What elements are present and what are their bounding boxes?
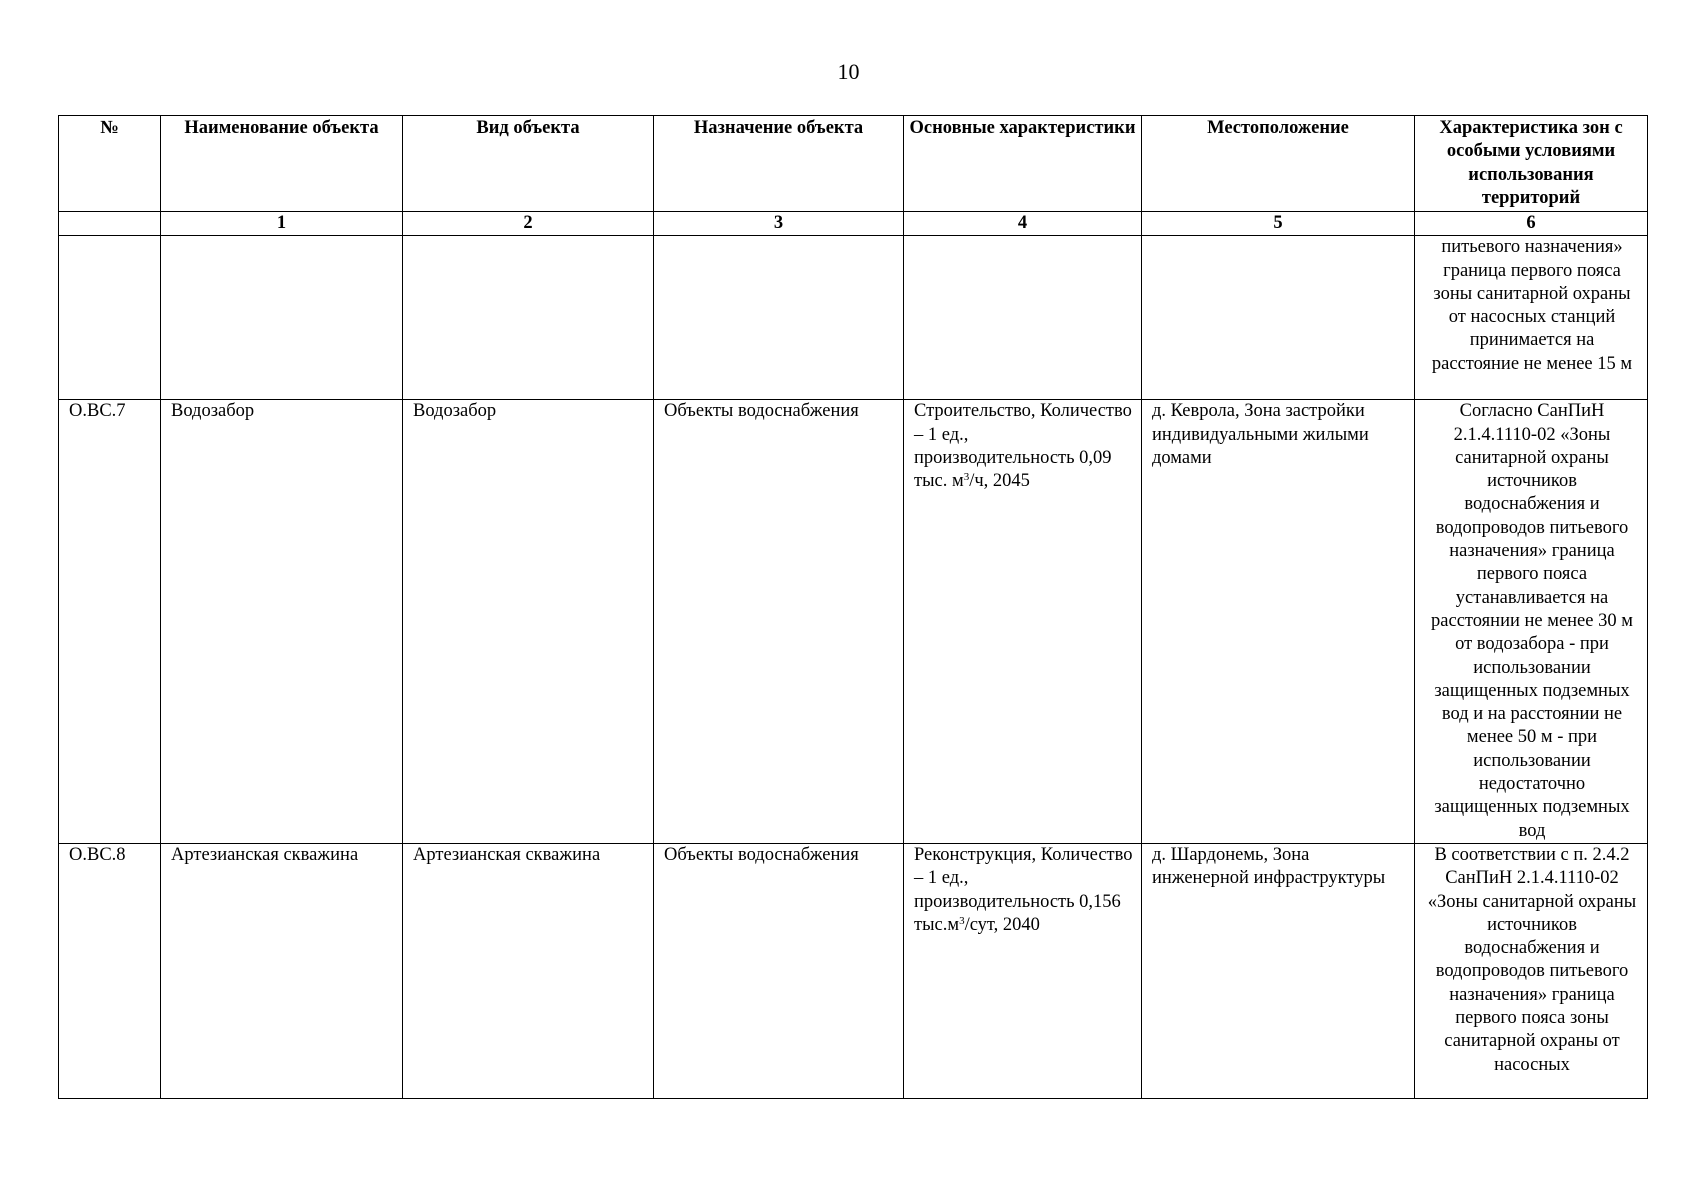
header-object-purpose: Назначение объекта <box>654 116 904 212</box>
column-number-cell: 1 <box>161 212 403 236</box>
header-number: № <box>59 116 161 212</box>
cell-object-kind: Водозабор <box>403 400 654 844</box>
header-object-name: Наименование объекта <box>161 116 403 212</box>
table-row <box>59 400 1648 844</box>
cell-location: д. Шардонемь, Зона инженерной инфраструктуры <box>1142 843 1415 1098</box>
column-number-cell: 2 <box>403 212 654 236</box>
table-row <box>59 843 1648 1098</box>
cell-characteristics <box>904 400 1142 844</box>
characteristics-unit-year: /ч, 2045 <box>969 471 1030 492</box>
column-number-cell: 6 <box>1415 212 1648 236</box>
cell-object-name: Водозабор <box>161 400 403 844</box>
header-location: Местоположение <box>1142 116 1415 212</box>
cell-number: О.ВС.7 <box>59 400 161 844</box>
column-number-cell: 4 <box>904 212 1142 236</box>
table-header-row <box>59 116 1648 212</box>
cell-zone-characteristics: Согласно СанПиН 2.1.4.1110-02 «Зоны санитарной охраны источников водоснабжения и водопроводов питьевого назначения» граница первого пояса устанавливается на расстоянии не менее 30 м от водозабора - при использовании защищенных подземных вод и на расстоянии не менее 50 м - при использовании недостаточно защищенных подземных вод <box>1415 400 1648 844</box>
header-zone-characteristics: Характеристика зон с особыми условиями использования территорий <box>1415 116 1648 212</box>
cell-object-purpose: Объекты водоснабжения <box>654 400 904 844</box>
header-object-kind: Вид объекта <box>403 116 654 212</box>
column-number-cell: 3 <box>654 212 904 236</box>
cell-object-kind: Артезианская скважина <box>403 843 654 1098</box>
cell-location <box>1142 236 1415 400</box>
table-row <box>59 236 1648 400</box>
cell-object-kind <box>403 236 654 400</box>
page-number: 10 <box>837 59 860 84</box>
header-main-characteristics: Основные характеристики <box>904 116 1142 212</box>
cell-object-purpose: Объекты водоснабжения <box>654 843 904 1098</box>
characteristics-text: Строительство, Количество – 1 ед., производительность 0,09 тыс. м <box>914 401 1132 492</box>
cell-object-purpose <box>654 236 904 400</box>
superscript-exponent: 3 <box>959 914 965 927</box>
cell-object-name: Артезианская скважина <box>161 843 403 1098</box>
cell-number: О.ВС.8 <box>59 843 161 1098</box>
cell-zone-characteristics: питьевого назначения» граница первого пояса зоны санитарной охраны от насосных станций принимается на расстояние не менее 15 м <box>1415 236 1648 400</box>
cell-location: д. Кеврола, Зона застройки индивидуальными жилыми домами <box>1142 400 1415 844</box>
characteristics-text: Реконструкция, Количество – 1 ед., производительность 0,156 тыс.м <box>914 844 1133 935</box>
cell-characteristics <box>904 236 1142 400</box>
column-number-cell: 5 <box>1142 212 1415 236</box>
cell-object-name <box>161 236 403 400</box>
cell-characteristics <box>904 843 1142 1098</box>
column-number-cell <box>59 212 161 236</box>
superscript-exponent: 3 <box>963 471 970 484</box>
objects-table <box>58 115 1648 1099</box>
cell-zone-characteristics: В соответствии с п. 2.4.2 СанПиН 2.1.4.1110-02 «Зоны санитарной охраны источников водоснабжения и водопроводов питьевого назначения» граница первого пояса зоны санитарной охраны от насосных <box>1415 843 1648 1098</box>
cell-number <box>59 236 161 400</box>
column-number-row <box>59 212 1648 236</box>
characteristics-unit-year: /сут, 2040 <box>964 914 1040 935</box>
